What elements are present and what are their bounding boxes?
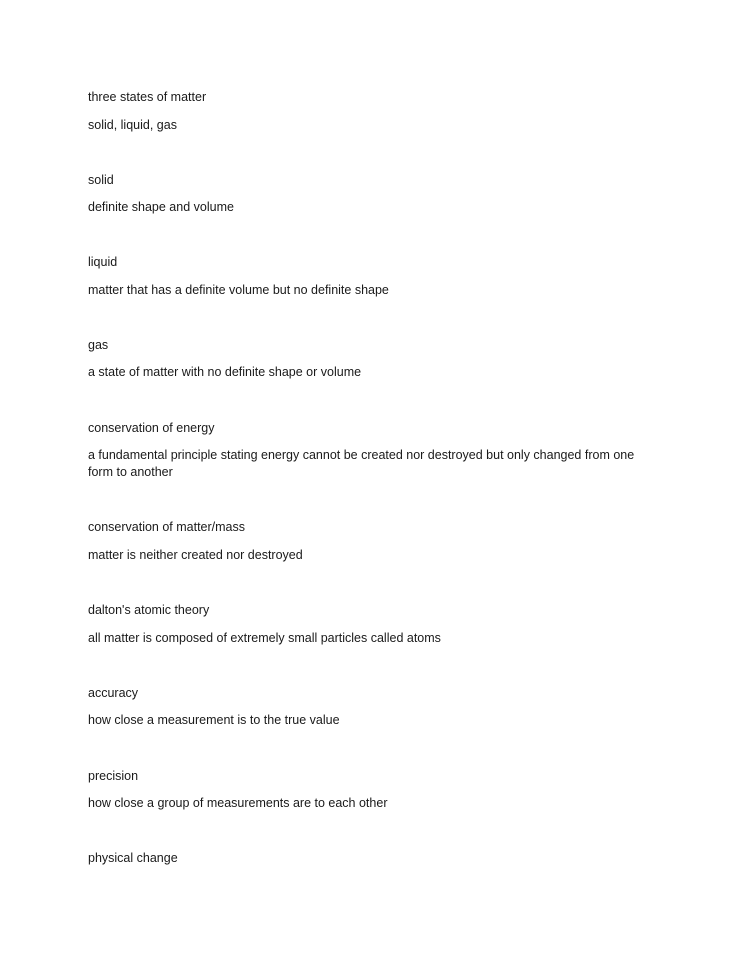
- term: accuracy: [88, 686, 139, 700]
- term: conservation of energy: [88, 421, 215, 435]
- term: physical change: [88, 851, 178, 865]
- term: dalton's atomic theory: [88, 603, 210, 617]
- term: precision: [88, 769, 139, 783]
- definition: matter is neither created nor destroyed: [88, 548, 303, 562]
- definition: how close a measurement is to the true value: [88, 713, 340, 727]
- term: conservation of matter/mass: [88, 520, 246, 534]
- term: liquid: [88, 255, 118, 269]
- term: solid: [88, 173, 114, 187]
- term: three states of matter: [88, 90, 207, 104]
- term: gas: [88, 338, 109, 352]
- definition: all matter is composed of extremely small particles called atoms: [88, 631, 441, 645]
- definition: matter that has a definite volume but no definite shape: [88, 283, 389, 297]
- definition: a fundamental principle stating energy cannot be created nor destroyed but only changed from one form to another: [88, 448, 635, 479]
- definition: solid, liquid, gas: [88, 118, 177, 132]
- definition: how close a group of measurements are to each other: [88, 796, 388, 810]
- definition: a state of matter with no definite shape or volume: [88, 365, 362, 379]
- definition: definite shape and volume: [88, 200, 234, 214]
